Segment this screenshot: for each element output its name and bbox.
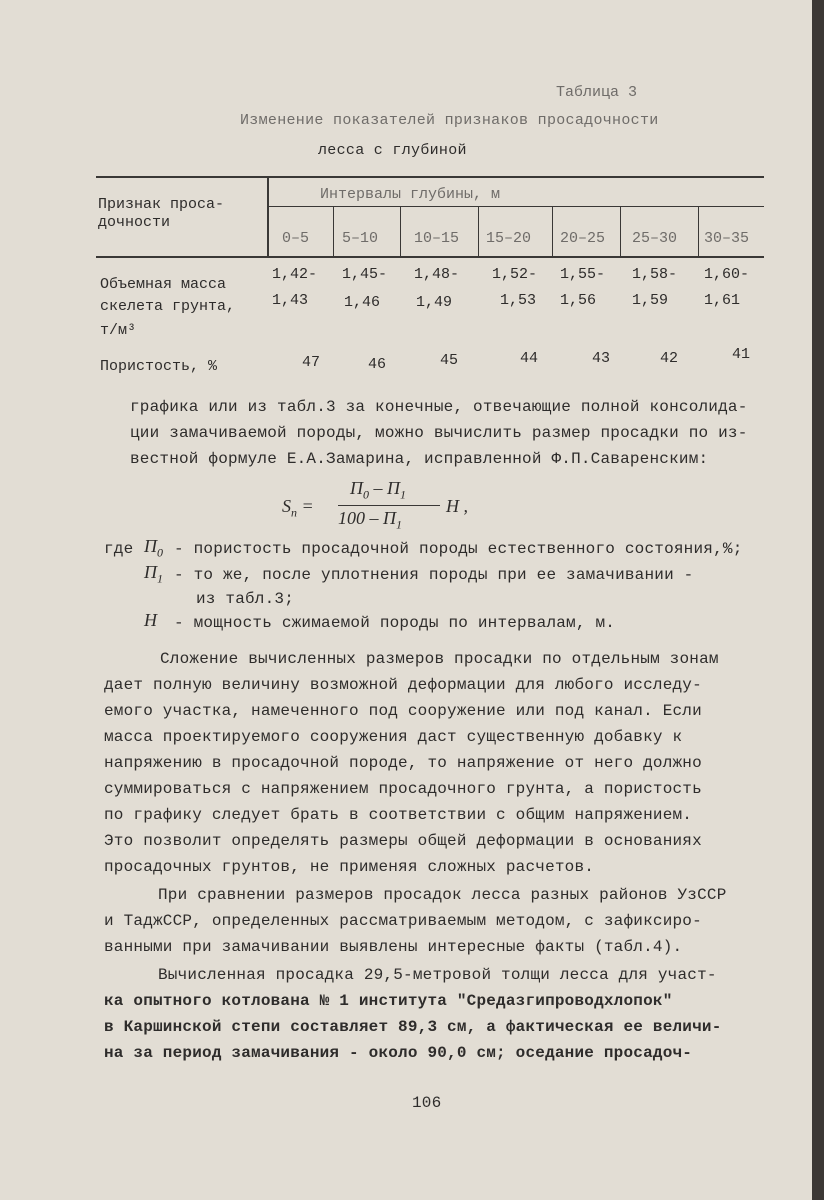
body-line: просадочных грунтов, не применяя сложных расчетов. xyxy=(104,858,595,876)
table-title-line1: Изменение показателей признаков просадочности xyxy=(240,112,659,129)
formula-denominator: $100 - П_1$ xyxy=(338,508,402,532)
table-title-line2: лесса с глубиной xyxy=(318,142,467,159)
table-cell: 45 xyxy=(440,352,459,369)
table-cell: 1,60- xyxy=(704,266,750,283)
row-label-line: Объемная масса xyxy=(100,276,227,293)
table-interval-divider xyxy=(478,207,479,257)
def-text: - мощность сжимаемой породы по интервалам, м. xyxy=(174,614,616,632)
interval-header: 10–15 xyxy=(414,230,460,247)
body-line: Сложение вычисленных размеров просадки по отдельным зонам xyxy=(160,650,719,668)
table-cell: 1,55- xyxy=(560,266,606,283)
body-line: графика или из табл.3 за конечные, отвечающие полной консолида- xyxy=(130,398,748,416)
body-line: и ТаджССР, определенных рассматриваемым методом, с зафиксиро- xyxy=(104,912,702,930)
interval-header: 5–10 xyxy=(342,230,379,247)
interval-header: 30–35 xyxy=(704,230,750,247)
table-interval-divider xyxy=(620,207,621,257)
interval-header: 20–25 xyxy=(560,230,606,247)
table-cell: 1,46 xyxy=(344,294,381,311)
interval-header: 0–5 xyxy=(282,230,310,247)
body-line: на за период замачивания - около 90,0 см; оседание просадоч- xyxy=(104,1044,693,1062)
formula-numerator: $П_0 - П_1$ xyxy=(350,478,406,502)
table-top-rule xyxy=(96,176,764,178)
formula-fraction-bar xyxy=(338,505,440,506)
table-cell: 1,61 xyxy=(704,292,741,309)
body-line: При сравнении размеров просадок лесса разных районов УзССР xyxy=(158,886,727,904)
header-col1-line2: дочности xyxy=(98,214,171,231)
table-cell: 43 xyxy=(592,350,611,367)
table-interval-divider xyxy=(333,207,334,257)
page-edge xyxy=(812,0,824,1200)
table-interval-divider xyxy=(552,207,553,257)
def-text: из табл.3; xyxy=(196,590,295,608)
interval-header: 15–20 xyxy=(486,230,532,247)
table-cell: 44 xyxy=(520,350,539,367)
table-group-rule xyxy=(268,206,764,207)
table-cell: 47 xyxy=(302,354,321,371)
table-header-bottom-rule xyxy=(96,256,764,258)
formula-lhs: $S_п$ = xyxy=(282,496,314,520)
def-symbol: $П_0$ xyxy=(144,536,163,560)
body-line: вестной формуле Е.А.Замарина, исправленной Ф.П.Саваренским: xyxy=(130,450,709,468)
header-group: Интервалы глубины, м xyxy=(320,186,501,203)
row-label-line: т/м³ xyxy=(100,322,137,339)
table-caption: Таблица 3 xyxy=(556,84,638,101)
body-line: в Каршинской степи составляет 89,3 см, а фактическая ее величи- xyxy=(104,1018,722,1036)
def-text: - пористость просадочной породы естественного состояния,%; xyxy=(174,540,743,558)
body-line: ванными при замачивании выявлены интересные факты (табл.4). xyxy=(104,938,683,956)
table-cell: 42 xyxy=(660,350,679,367)
body-line: ции замачиваемой породы, можно вычислить размер просадки по из- xyxy=(130,424,748,442)
table-interval-divider xyxy=(698,207,699,257)
table-cell: 1,45- xyxy=(342,266,388,283)
formula-rhs: H , xyxy=(446,496,468,516)
body-line: масса проектируемого сооружения даст существенную добавку к xyxy=(104,728,683,746)
table-cell: 1,58- xyxy=(632,266,678,283)
body-line: Это позволит определять размеры общей деформации в основаниях xyxy=(104,832,702,850)
body-line: дает полную величину возможной деформации для любого исследу- xyxy=(104,676,702,694)
row-label-line: Пористость, % xyxy=(100,358,218,375)
interval-header: 25–30 xyxy=(632,230,678,247)
body-line: Вычисленная просадка 29,5-метровой толщи лесса для участ- xyxy=(158,966,717,984)
header-col1-line1: Признак проса- xyxy=(98,196,225,213)
where-word: где xyxy=(104,540,134,558)
table-cell: 1,52- xyxy=(492,266,538,283)
page-number: 106 xyxy=(412,1094,442,1112)
body-line: суммироваться с напряжением просадочного грунта, а пористость xyxy=(104,780,702,798)
def-symbol: $П_1$ xyxy=(144,562,163,586)
table-col-divider xyxy=(267,178,269,257)
def-text: - то же, после уплотнения породы при ее замачивании - xyxy=(174,566,694,584)
body-line: ка опытного котлована № 1 института "Средазгипроводхлопок" xyxy=(104,992,673,1010)
body-line: емого участка, намеченного под сооружение или под канал. Если xyxy=(104,702,702,720)
body-line: напряжению в просадочной породе, то напряжение от него должно xyxy=(104,754,702,772)
table-cell: 1,42- xyxy=(272,266,318,283)
row-label-line: скелета грунта, xyxy=(100,298,236,315)
def-symbol: H xyxy=(144,610,157,630)
table-cell: 1,43 xyxy=(272,292,309,309)
table-cell: 41 xyxy=(732,346,751,363)
table-cell: 1,49 xyxy=(416,294,453,311)
table-interval-divider xyxy=(400,207,401,257)
table-cell: 46 xyxy=(368,356,387,373)
table-cell: 1,56 xyxy=(560,292,597,309)
table-cell: 1,53 xyxy=(500,292,537,309)
table-cell: 1,48- xyxy=(414,266,460,283)
body-line: по графику следует брать в соответствии с общим напряжением. xyxy=(104,806,693,824)
table-cell: 1,59 xyxy=(632,292,669,309)
